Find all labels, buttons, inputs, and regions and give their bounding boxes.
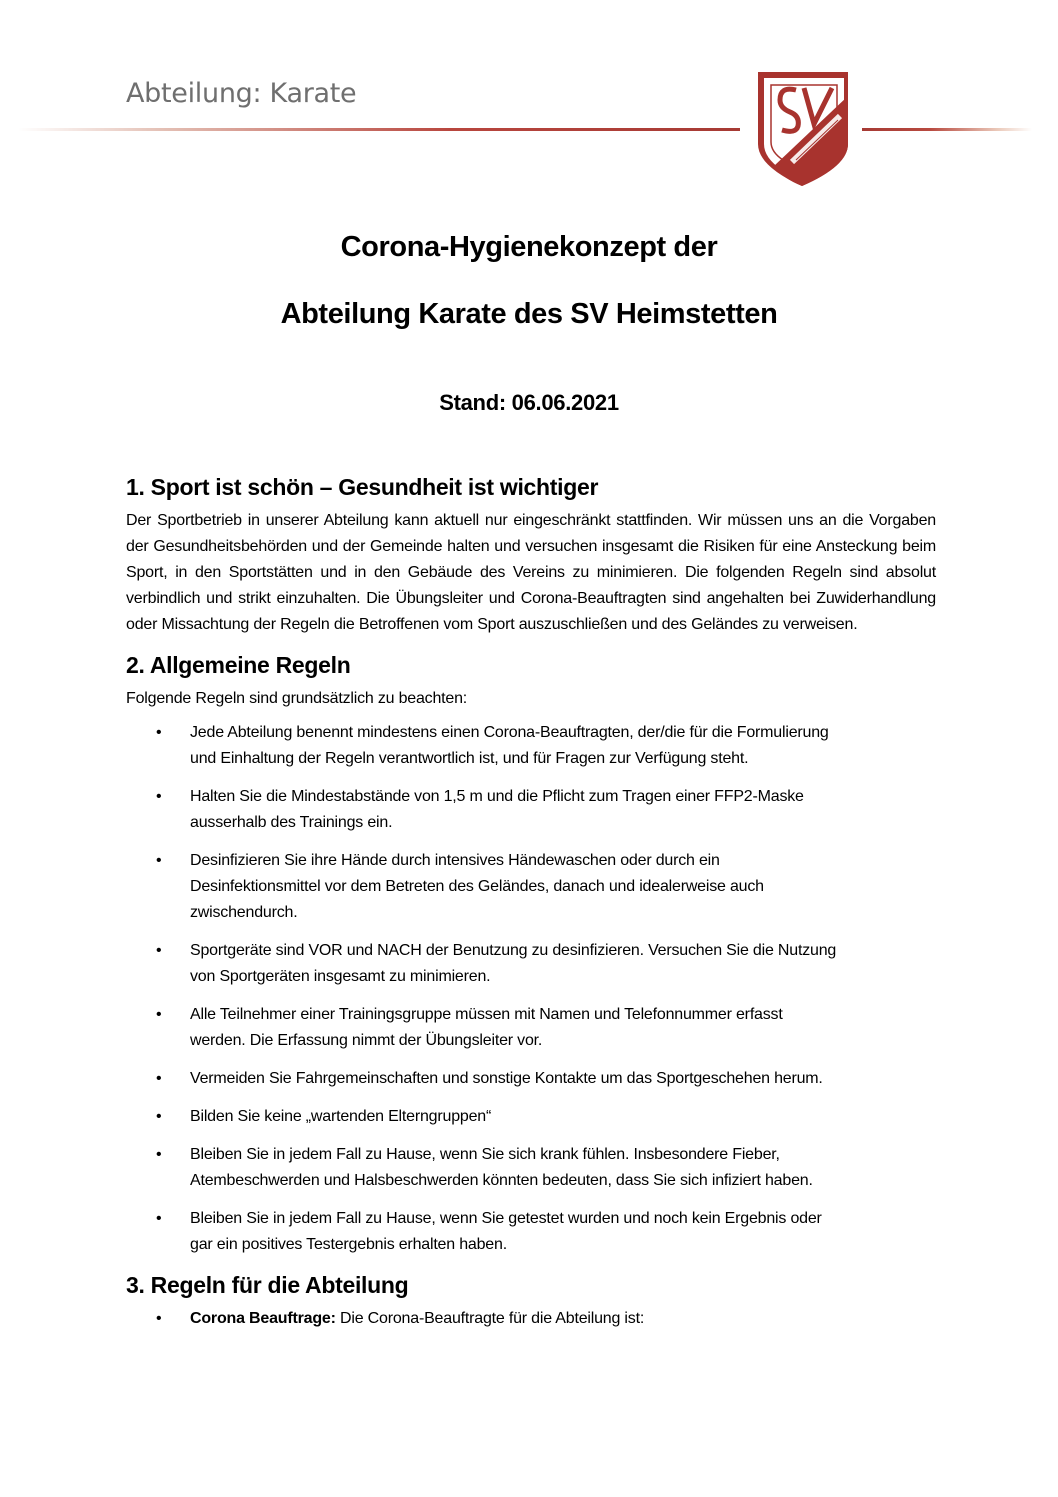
bullet-icon: • <box>156 852 162 869</box>
header-rule-left <box>18 128 740 131</box>
section-2-bullet-list <box>126 720 936 1258</box>
bullet-icon: • <box>156 788 162 805</box>
list-item <box>156 1066 936 1092</box>
bullet-icon: • <box>156 1310 162 1327</box>
list-item <box>156 1142 936 1194</box>
list-item-line: Sportgeräte sind VOR und NACH der Benutzung zu desinfizieren. Versuchen Sie die Nutzung <box>190 942 837 959</box>
list-item <box>156 720 936 772</box>
list-item <box>156 938 936 990</box>
section-1-paragraph: Der Sportbetrieb in unserer Abteilung kann aktuell nur eingeschränkt stattfinden. Wir müssen uns an die Vorgaben der Gesundheitsbehörden und der Gemeinde halten und versuchen insgesamt die Risiken für eine Ansteckung beim Sport, in den Sportstätten und in den Gebäude des Vereins zu minimieren. Die folgenden Regeln sind absolut verbindlich und strikt einzuhalten. Die Übungsleiter und Corona-Beauftragten sind angehalten bei Zuwiderhandlung oder Missachtung der Regeln die Betroffenen vom Sport auszuschließen und des Geländes zu verweisen. <box>126 512 936 633</box>
list-item-corona-beauftragte <box>156 1306 936 1332</box>
list-item-line: Jede Abteilung benennt mindestens einen Corona-Beauftragten, der/die für die Formulierung <box>190 724 829 741</box>
list-item-line: gar ein positives Testergebnis erhalten haben. <box>190 1236 507 1253</box>
list-item-line: Atembeschwerden und Halsbeschwerden könnten bedeuten, dass Sie sich infiziert haben. <box>190 1172 813 1189</box>
list-item <box>156 1206 936 1258</box>
list-item-line: Bleiben Sie in jedem Fall zu Hause, wenn Sie getestet wurden und noch kein Ergebnis oder <box>190 1210 822 1227</box>
corona-beauftragte-label: Corona Beauftrage: <box>190 1310 336 1327</box>
document-title-line-2: Abteilung Karate des SV Heimstetten <box>280 298 778 330</box>
bullet-icon: • <box>156 1108 162 1125</box>
document-body <box>126 472 936 1344</box>
list-item-line: Bilden Sie keine „wartenden Elterngruppen“ <box>190 1108 492 1125</box>
club-logo <box>752 66 854 190</box>
list-item-line: von Sportgeräten insgesamt zu minimieren. <box>190 968 491 985</box>
list-item <box>156 1002 936 1054</box>
list-item-line: Bleiben Sie in jedem Fall zu Hause, wenn Sie sich krank fühlen. Insbesondere Fieber, <box>190 1146 780 1163</box>
section-2-heading: 2. Allgemeine Regeln <box>126 652 351 678</box>
bullet-icon: • <box>156 1210 162 1227</box>
bullet-icon: • <box>156 1006 162 1023</box>
list-item-line: Desinfizieren Sie ihre Hände durch intensives Händewaschen oder durch ein <box>190 852 720 869</box>
list-item-line: Desinfektionsmittel vor dem Betreten des Geländes, danach und idealerweise auch <box>190 878 764 895</box>
document-date: Stand: 06.06.2021 <box>439 390 619 415</box>
list-item <box>156 784 936 836</box>
header-rule-right <box>862 128 1032 131</box>
section-1-heading: 1. Sport ist schön – Gesundheit ist wichtiger <box>126 474 599 500</box>
list-item-line: ausserhalb des Trainings ein. <box>190 814 393 831</box>
bullet-icon: • <box>156 1070 162 1087</box>
list-item-line: werden. Die Erfassung nimmt der Übungsleiter vor. <box>190 1032 543 1049</box>
list-item <box>156 1104 936 1130</box>
bullet-icon: • <box>156 1146 162 1163</box>
corona-beauftragte-text: Die Corona-Beauftragte für die Abteilung ist: <box>335 1310 645 1327</box>
department-label: Abteilung: Karate <box>126 78 357 109</box>
list-item <box>156 848 936 926</box>
list-item-line: zwischendurch. <box>190 904 298 921</box>
document-title-line-1: Corona-Hygienekonzept der <box>340 231 718 263</box>
section-3-heading: 3. Regeln für die Abteilung <box>126 1272 409 1298</box>
list-item-line: Vermeiden Sie Fahrgemeinschaften und sonstige Kontakte um das Sportgeschehen herum. <box>190 1070 823 1087</box>
list-item-line: Halten Sie die Mindestabstände von 1,5 m und die Pflicht zum Tragen einer FFP2-Maske <box>190 788 804 805</box>
list-item-line: Alle Teilnehmer einer Trainingsgruppe müssen mit Namen und Telefonnummer erfasst <box>190 1006 783 1023</box>
section-3-bullet-list <box>126 1306 936 1332</box>
bullet-icon: • <box>156 724 162 741</box>
list-item-line: und Einhaltung der Regeln verantwortlich ist, und für Fragen zur Verfügung steht. <box>190 750 749 767</box>
section-2-intro: Folgende Regeln sind grundsätzlich zu beachten: <box>126 690 468 707</box>
bullet-icon: • <box>156 942 162 959</box>
